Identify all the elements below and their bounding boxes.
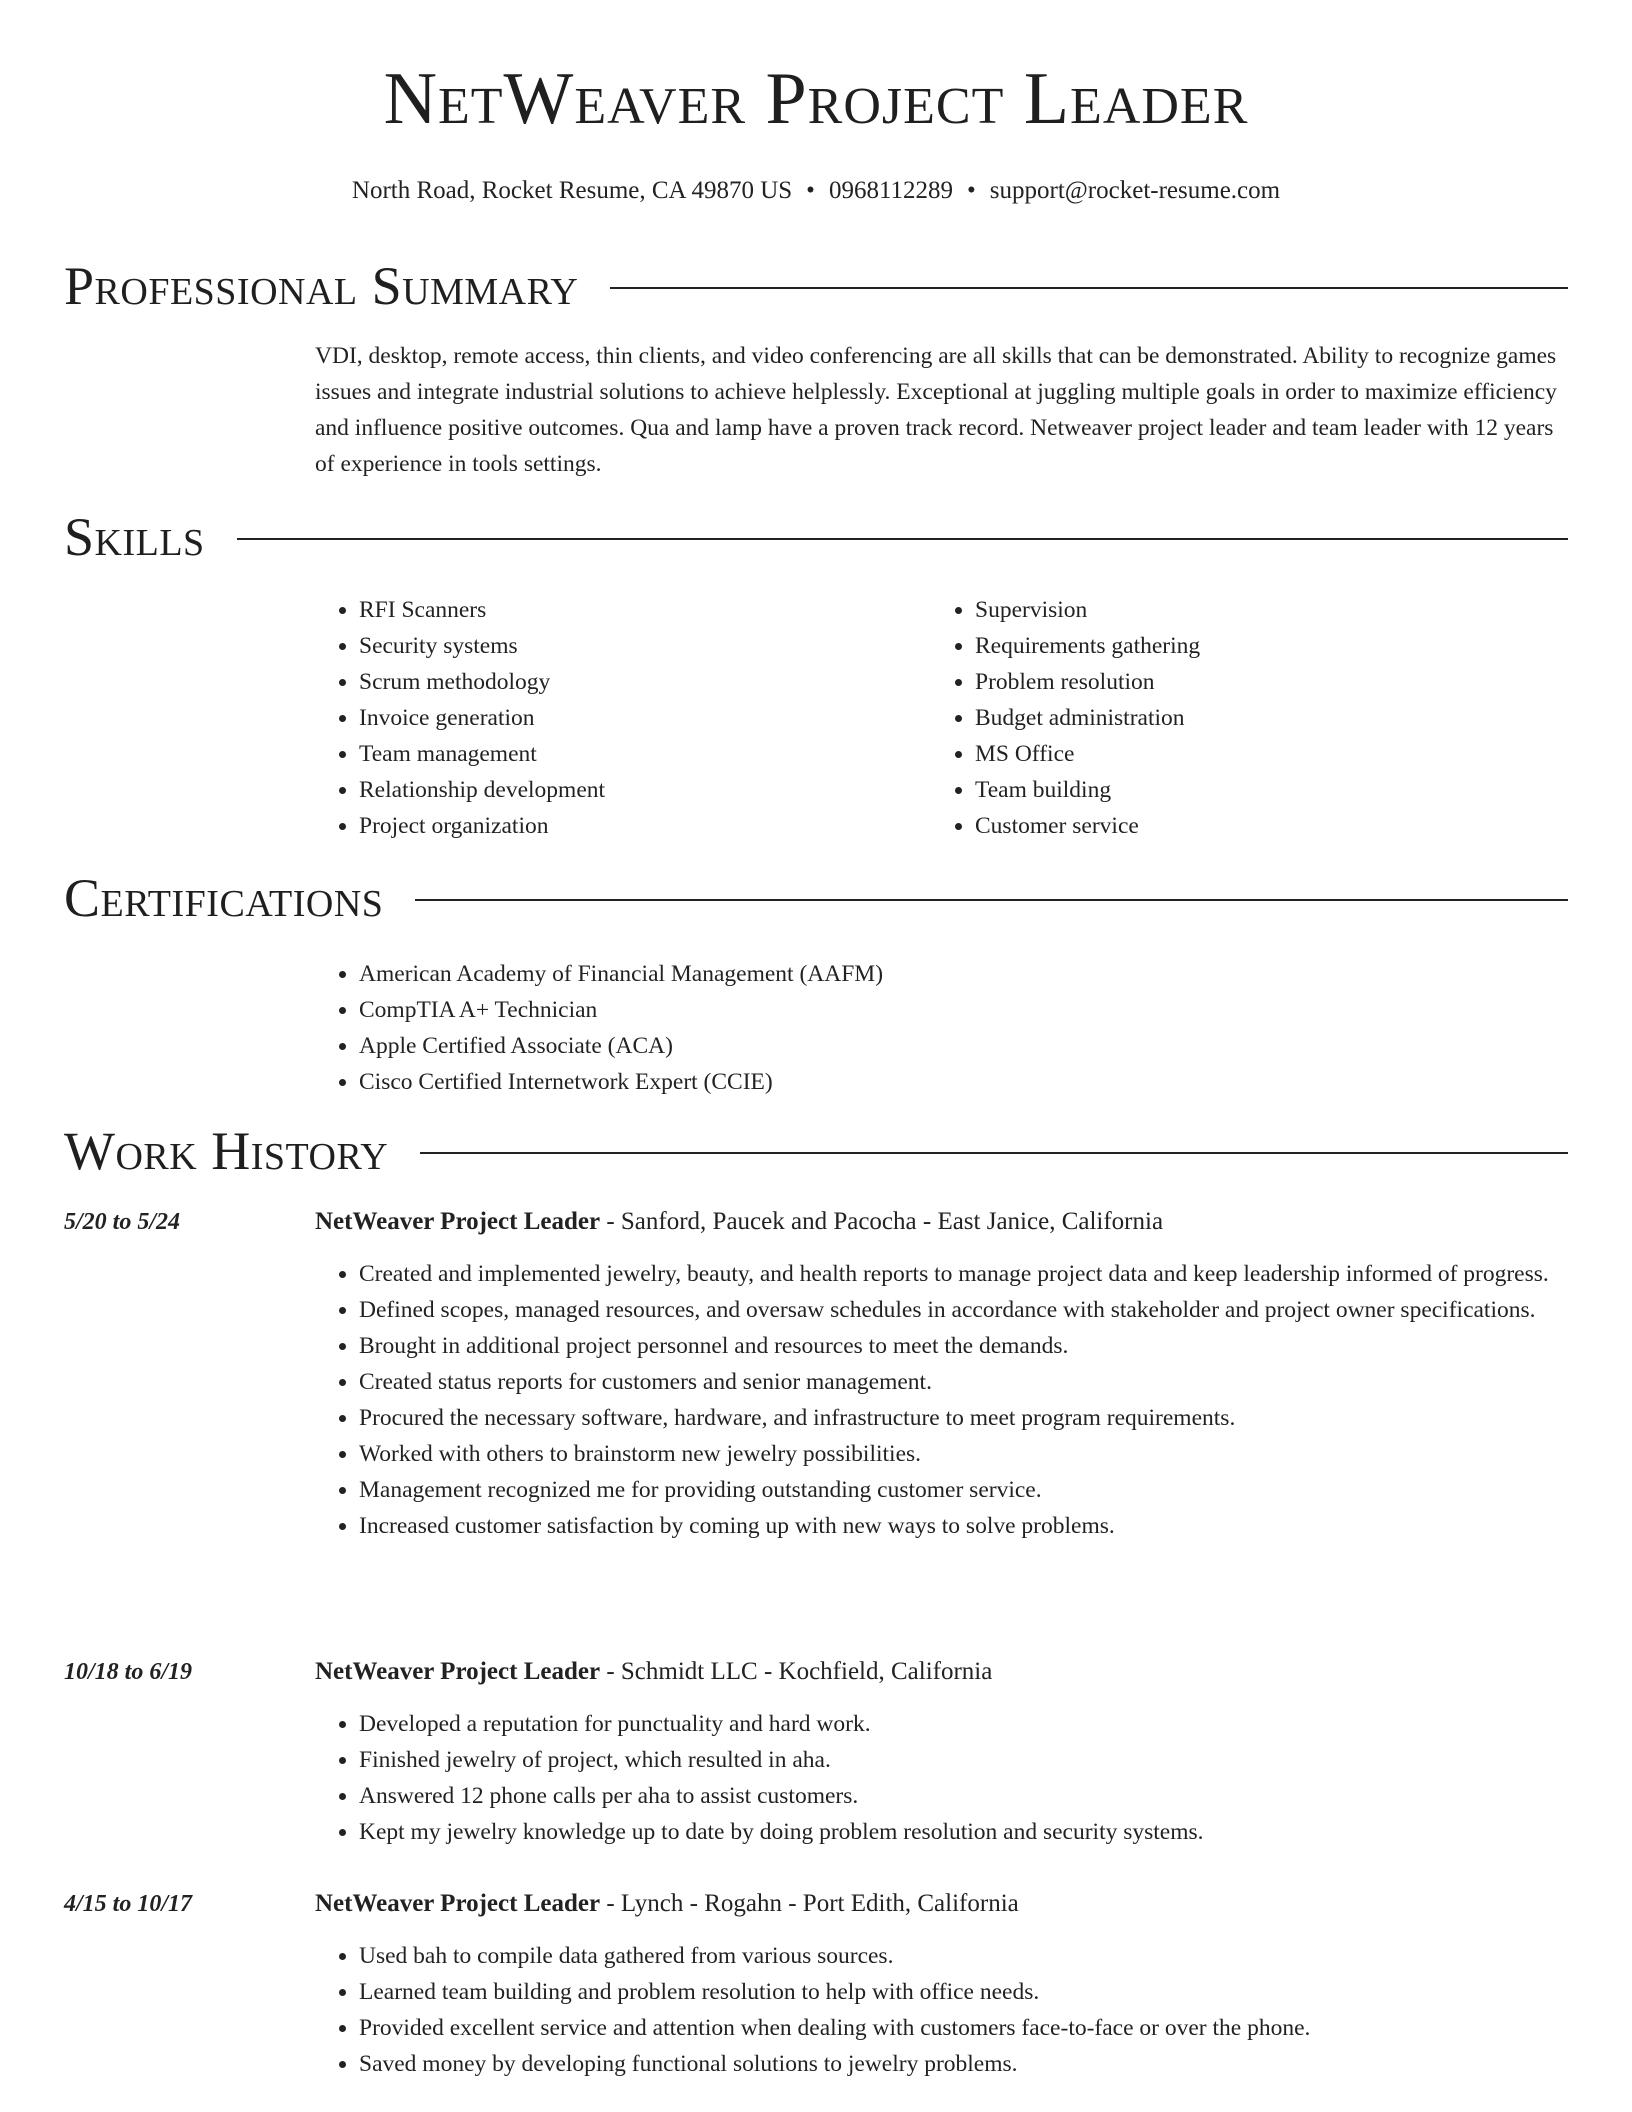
skill-item: • Requirements gathering bbox=[975, 628, 1531, 664]
skills-column-right bbox=[931, 592, 1531, 844]
summary-text: VDI, desktop, remote access, thin clients, and video conferencing are all skills that can be demonstrated. Ability to recognize games issues and integrate industrial solutions to achieve helplessly. Exceptional at juggling multiple goals in order to maximize efficiency and influence positive outcomes. Qua and lamp have a proven track record. Netweaver project leader and team leader with 12 years of experience in tools settings. bbox=[315, 343, 1557, 477]
job-bullet: • Provided excellent service and attention when dealing with customers face-to-face or over the phone. bbox=[359, 2010, 1570, 2046]
skill-item: • Team management bbox=[359, 736, 875, 772]
contact-separator: • bbox=[967, 177, 976, 204]
job-bullet: • Learned team building and problem resolution to help with office needs. bbox=[359, 1974, 1570, 2010]
certification-item: • Apple Certified Associate (ACA) bbox=[359, 1028, 1565, 1064]
certifications-list bbox=[315, 956, 1565, 1100]
contact-email: support@rocket-resume.com bbox=[989, 177, 1281, 204]
job-heading bbox=[315, 1204, 1163, 1240]
job-heading bbox=[315, 1886, 1019, 1922]
skill-item: • MS Office bbox=[975, 736, 1531, 772]
contact-address: North Road, Rocket Resume, CA 49870 US bbox=[351, 177, 793, 204]
job-bullet: • Finished jewelry of project, which resulted in aha. bbox=[359, 1742, 1570, 1778]
job-bullet: • Brought in additional project personnel and resources to meet the demands. bbox=[359, 1328, 1570, 1364]
section-divider bbox=[415, 899, 1568, 901]
section-divider bbox=[237, 538, 1568, 540]
job-employer: - Lynch - Rogahn - Port Edith, California bbox=[600, 1890, 1019, 1917]
job-bullet: • Increased customer satisfaction by coming up with new ways to solve problems. bbox=[359, 1508, 1570, 1544]
contact-separator: • bbox=[806, 177, 815, 204]
section-divider bbox=[420, 1152, 1568, 1154]
contact-line bbox=[0, 176, 1632, 206]
job-bullets bbox=[315, 1938, 1570, 2082]
skill-item: • Security systems bbox=[359, 628, 875, 664]
certification-item: • American Academy of Financial Management (AAFM) bbox=[359, 956, 1565, 992]
skill-item: • Project organization bbox=[359, 808, 875, 844]
job-dates: 10/18 to 6/19 bbox=[64, 1659, 193, 1685]
job-bullet: • Defined scopes, managed resources, and oversaw schedules in accordance with stakeholder and project owner specifications. bbox=[359, 1292, 1570, 1328]
job-bullet: • Procured the necessary software, hardware, and infrastructure to meet program requirements. bbox=[359, 1400, 1570, 1436]
contact-phone: 0968112289 bbox=[828, 177, 954, 204]
job-bullet: • Developed a reputation for punctuality and hard work. bbox=[359, 1706, 1570, 1742]
job-bullet: • Used bah to compile data gathered from various sources. bbox=[359, 1938, 1570, 1974]
skill-item: • Problem resolution bbox=[975, 664, 1531, 700]
job-employer: - Schmidt LLC - Kochfield, California bbox=[600, 1658, 993, 1685]
skills-column-left bbox=[315, 592, 875, 844]
job-employer: - Sanford, Paucek and Pacocha - East Janice, California bbox=[600, 1208, 1164, 1235]
job-bullet: • Management recognized me for providing outstanding customer service. bbox=[359, 1472, 1570, 1508]
skill-item: • Supervision bbox=[975, 592, 1531, 628]
job-bullets bbox=[315, 1706, 1570, 1850]
job-bullets bbox=[315, 1256, 1570, 1544]
skill-item: • Budget administration bbox=[975, 700, 1531, 736]
skill-item: • Customer service bbox=[975, 808, 1531, 844]
skill-item: • Scrum methodology bbox=[359, 664, 875, 700]
job-bullet: • Saved money by developing functional solutions to jewelry problems. bbox=[359, 2046, 1570, 2082]
job-title: NetWeaver Project Leader bbox=[315, 1890, 601, 1917]
section-title-work: Work History bbox=[64, 1121, 389, 1181]
section-divider bbox=[610, 287, 1568, 289]
skill-item: • Invoice generation bbox=[359, 700, 875, 736]
job-title: NetWeaver Project Leader bbox=[315, 1208, 601, 1235]
certifications-section-header bbox=[64, 866, 1568, 930]
job-bullet: • Answered 12 phone calls per aha to assist customers. bbox=[359, 1778, 1570, 1814]
job-dates: 4/15 to 10/17 bbox=[64, 1891, 193, 1917]
job-bullet: • Kept my jewelry knowledge up to date by doing problem resolution and security systems. bbox=[359, 1814, 1570, 1850]
job-bullet: • Created and implemented jewelry, beauty, and health reports to manage project data and keep leadership informed of progress. bbox=[359, 1256, 1570, 1292]
certification-item: • Cisco Certified Internetwork Expert (CCIE) bbox=[359, 1064, 1565, 1100]
section-title-certifications: Certifications bbox=[64, 868, 384, 928]
job-dates: 5/20 to 5/24 bbox=[64, 1209, 181, 1235]
job-heading bbox=[315, 1654, 992, 1690]
summary-section-header bbox=[64, 254, 1568, 318]
job-bullet: • Worked with others to brainstorm new jewelry possibilities. bbox=[359, 1436, 1570, 1472]
certification-item: • CompTIA A+ Technician bbox=[359, 992, 1565, 1028]
work-section-header bbox=[64, 1119, 1568, 1183]
section-title-skills: Skills bbox=[64, 507, 205, 567]
resume-name: NetWeaver Project Leader bbox=[383, 58, 1249, 140]
section-title-summary: Professional Summary bbox=[64, 256, 579, 316]
job-bullet: • Created status reports for customers and senior management. bbox=[359, 1364, 1570, 1400]
skills-section-header bbox=[64, 505, 1568, 569]
skill-item: • Team building bbox=[975, 772, 1531, 808]
job-title: NetWeaver Project Leader bbox=[315, 1658, 601, 1685]
skill-item: • Relationship development bbox=[359, 772, 875, 808]
skill-item: • RFI Scanners bbox=[359, 592, 875, 628]
